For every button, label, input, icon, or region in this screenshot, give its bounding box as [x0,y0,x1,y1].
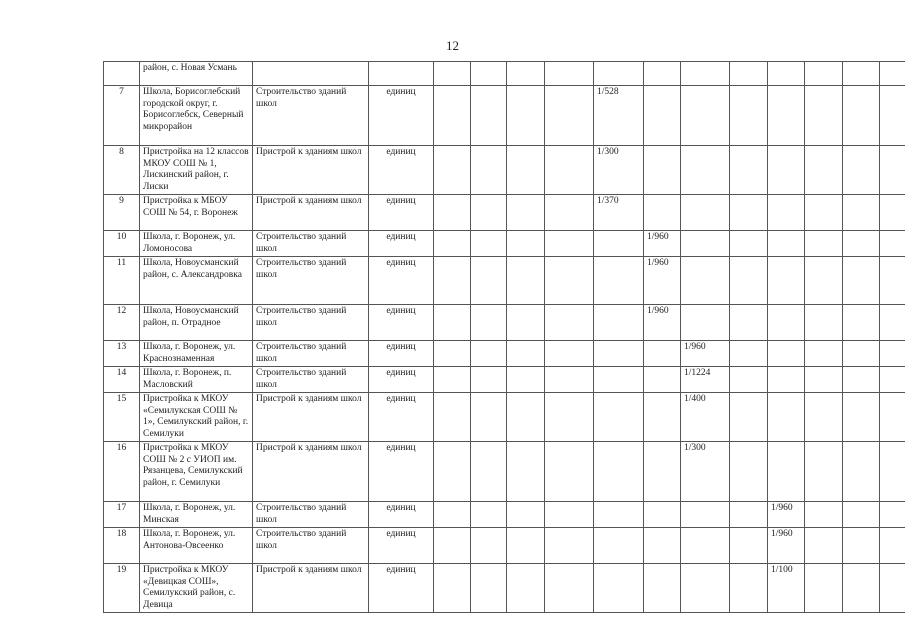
empty-cell [594,502,644,528]
table-row [104,146,905,195]
unit: единиц [369,86,434,146]
empty-cell [507,305,545,341]
empty-cell [880,62,905,86]
empty-cell [471,305,507,341]
row-number: 13 [104,341,140,367]
capacity-value: 1/960 [768,502,805,528]
empty-cell [434,564,471,613]
empty-cell [507,442,545,502]
table-body [104,62,905,613]
capacity-value: 1/1224 [681,367,730,393]
empty-cell [805,341,843,367]
empty-cell [434,62,471,86]
empty-cell [545,257,594,305]
empty-cell [880,231,905,257]
empty-cell [644,367,681,393]
work-type: Строительство зданий школ [253,341,369,367]
capacity-value: 1/400 [681,393,730,442]
empty-cell [471,257,507,305]
unit: единиц [369,195,434,231]
empty-cell [805,146,843,195]
object-name: Школа, г. Воронеж, п. Масловский [140,367,253,393]
work-type [253,62,369,86]
empty-cell [507,146,545,195]
object-name: Школа, Новоусманский район, п. Отрадное [140,305,253,341]
empty-cell [805,86,843,146]
empty-cell [545,341,594,367]
empty-cell [768,341,805,367]
empty-cell [434,528,471,564]
work-type: Пристрой к зданиям школ [253,393,369,442]
work-type: Строительство зданий школ [253,528,369,564]
empty-cell [880,502,905,528]
empty-cell [434,393,471,442]
empty-cell [471,86,507,146]
empty-cell [843,367,880,393]
empty-cell [471,231,507,257]
empty-cell [507,367,545,393]
empty-cell [507,502,545,528]
empty-cell [507,231,545,257]
object-name: Пристройка к МБОУ СОШ № 54, г. Воронеж [140,195,253,231]
row-number: 10 [104,231,140,257]
object-name: Пристройка на 12 классов МКОУ СОШ № 1, Лискинский район, г. Лиски [140,146,253,195]
row-number: 19 [104,564,140,613]
empty-cell [843,146,880,195]
row-number: 7 [104,86,140,146]
row-number: 8 [104,146,140,195]
unit: единиц [369,146,434,195]
empty-cell [730,146,768,195]
work-type: Строительство зданий школ [253,305,369,341]
empty-cell [730,341,768,367]
capacity-value: 1/300 [594,146,644,195]
unit: единиц [369,564,434,613]
empty-cell [730,305,768,341]
unit: единиц [369,231,434,257]
unit: единиц [369,305,434,341]
capacity-value: 1/370 [594,195,644,231]
unit: единиц [369,367,434,393]
empty-cell [843,341,880,367]
work-type: Строительство зданий школ [253,86,369,146]
empty-cell [843,231,880,257]
empty-cell [471,146,507,195]
empty-cell [434,367,471,393]
empty-cell [681,231,730,257]
object-name: Школа, г. Воронеж, ул. Антонова-Овсеенко [140,528,253,564]
empty-cell [644,564,681,613]
empty-cell [434,502,471,528]
empty-cell [681,146,730,195]
row-number: 14 [104,367,140,393]
empty-cell [843,393,880,442]
table-row [104,502,905,528]
table-row [104,442,905,502]
unit: единиц [369,341,434,367]
empty-cell [805,195,843,231]
empty-cell [644,442,681,502]
empty-cell [681,305,730,341]
row-number [104,62,140,86]
empty-cell [805,231,843,257]
empty-cell [545,305,594,341]
empty-cell [507,341,545,367]
row-number: 16 [104,442,140,502]
empty-cell [768,231,805,257]
empty-cell [594,528,644,564]
empty-cell [594,367,644,393]
empty-cell [730,86,768,146]
empty-cell [681,502,730,528]
empty-cell [681,564,730,613]
empty-cell [805,257,843,305]
empty-cell [880,195,905,231]
empty-cell [843,528,880,564]
empty-cell [768,393,805,442]
empty-cell [843,86,880,146]
row-number: 11 [104,257,140,305]
empty-cell [507,393,545,442]
empty-cell [880,341,905,367]
object-name: Школа, г. Воронеж, ул. Ломоносова [140,231,253,257]
empty-cell [434,341,471,367]
row-number: 9 [104,195,140,231]
investment-table [103,61,905,613]
empty-cell [594,393,644,442]
empty-cell [880,564,905,613]
empty-cell [644,393,681,442]
empty-cell [843,442,880,502]
empty-cell [471,341,507,367]
table-row [104,257,905,305]
empty-cell [594,442,644,502]
empty-cell [434,257,471,305]
empty-cell [730,62,768,86]
object-name: район, с. Новая Усмань [140,62,253,86]
empty-cell [768,442,805,502]
empty-cell [471,442,507,502]
empty-cell [880,305,905,341]
row-number: 15 [104,393,140,442]
empty-cell [545,195,594,231]
empty-cell [545,442,594,502]
empty-cell [594,341,644,367]
page-number: 12 [446,38,459,53]
empty-cell [545,86,594,146]
capacity-value: 1/100 [768,564,805,613]
empty-cell [681,257,730,305]
work-type: Пристрой к зданиям школ [253,564,369,613]
table-row [104,367,905,393]
unit: единиц [369,257,434,305]
unit: единиц [369,393,434,442]
empty-cell [471,62,507,86]
empty-cell [730,564,768,613]
empty-cell [594,62,644,86]
empty-cell [507,528,545,564]
empty-cell [545,146,594,195]
empty-cell [730,502,768,528]
object-name: Пристройка к МКОУ СОШ № 2 с УИОП им. Рязанцева, Семилукский район, г. Семилуки [140,442,253,502]
empty-cell [843,62,880,86]
empty-cell [805,502,843,528]
table-row [104,305,905,341]
empty-cell [507,257,545,305]
empty-cell [644,86,681,146]
empty-cell [594,305,644,341]
empty-cell [644,146,681,195]
empty-cell [681,528,730,564]
empty-cell [768,367,805,393]
object-name: Школа, г. Воронеж, ул. Краснознаменная [140,341,253,367]
empty-cell [471,367,507,393]
empty-cell [880,528,905,564]
empty-cell [805,564,843,613]
empty-cell [471,528,507,564]
empty-cell [594,257,644,305]
empty-cell [805,442,843,502]
capacity-value: 1/960 [644,231,681,257]
empty-cell [880,442,905,502]
empty-cell [434,86,471,146]
empty-cell [843,564,880,613]
table-row [104,86,905,146]
empty-cell [730,393,768,442]
work-type: Пристрой к зданиям школ [253,195,369,231]
empty-cell [843,257,880,305]
row-number: 18 [104,528,140,564]
work-type: Строительство зданий школ [253,367,369,393]
unit: единиц [369,502,434,528]
empty-cell [545,528,594,564]
row-number: 12 [104,305,140,341]
row-number: 17 [104,502,140,528]
table-row [104,528,905,564]
empty-cell [730,367,768,393]
empty-cell [471,564,507,613]
empty-cell [880,86,905,146]
empty-cell [730,195,768,231]
empty-cell [644,62,681,86]
empty-cell [805,305,843,341]
table-row [104,341,905,367]
empty-cell [545,231,594,257]
empty-cell [730,231,768,257]
capacity-value: 1/960 [644,305,681,341]
empty-cell [545,367,594,393]
table-row [104,564,905,613]
empty-cell [545,62,594,86]
empty-cell [434,195,471,231]
empty-cell [880,367,905,393]
empty-cell [681,62,730,86]
empty-cell [434,305,471,341]
object-name: Школа, г. Воронеж, ул. Минская [140,502,253,528]
capacity-value: 1/528 [594,86,644,146]
empty-cell [594,231,644,257]
empty-cell [434,442,471,502]
empty-cell [471,502,507,528]
empty-cell [880,393,905,442]
empty-cell [805,62,843,86]
capacity-value: 1/960 [681,341,730,367]
empty-cell [507,86,545,146]
empty-cell [507,195,545,231]
empty-cell [730,442,768,502]
empty-cell [545,502,594,528]
work-type: Строительство зданий школ [253,257,369,305]
object-name: Школа, Новоусманский район, с. Александровка [140,257,253,305]
capacity-value: 1/960 [644,257,681,305]
empty-cell [768,195,805,231]
empty-cell [768,86,805,146]
empty-cell [880,257,905,305]
empty-cell [768,257,805,305]
empty-cell [805,367,843,393]
object-name: Пристройка к МКОУ «Семилукская СОШ № 1», Семилукский район, г. Семилуки [140,393,253,442]
work-type: Пристрой к зданиям школ [253,442,369,502]
empty-cell [434,231,471,257]
work-type: Строительство зданий школ [253,502,369,528]
empty-cell [644,502,681,528]
object-name: Пристройка к МКОУ «Девицкая СОШ», Семилукский район, с. Девица [140,564,253,613]
work-type: Пристрой к зданиям школ [253,146,369,195]
empty-cell [681,86,730,146]
capacity-value: 1/960 [768,528,805,564]
empty-cell [843,502,880,528]
empty-cell [594,564,644,613]
unit: единиц [369,528,434,564]
empty-cell [507,564,545,613]
table-row [104,231,905,257]
empty-cell [545,564,594,613]
work-type: Строительство зданий школ [253,231,369,257]
table-row [104,393,905,442]
empty-cell [644,341,681,367]
empty-cell [843,195,880,231]
empty-cell [843,305,880,341]
capacity-value: 1/300 [681,442,730,502]
empty-cell [805,528,843,564]
unit [369,62,434,86]
empty-cell [805,393,843,442]
object-name: Школа, Борисоглебский городской округ, г. Борисоглебск, Северный микрорайон [140,86,253,146]
empty-cell [471,195,507,231]
empty-cell [681,195,730,231]
empty-cell [471,393,507,442]
table-row [104,62,905,86]
empty-cell [545,393,594,442]
table-row [104,195,905,231]
empty-cell [730,257,768,305]
empty-cell [644,528,681,564]
empty-cell [768,146,805,195]
empty-cell [507,62,545,86]
empty-cell [730,528,768,564]
empty-cell [644,195,681,231]
empty-cell [434,146,471,195]
empty-cell [768,62,805,86]
unit: единиц [369,442,434,502]
empty-cell [768,305,805,341]
empty-cell [880,146,905,195]
